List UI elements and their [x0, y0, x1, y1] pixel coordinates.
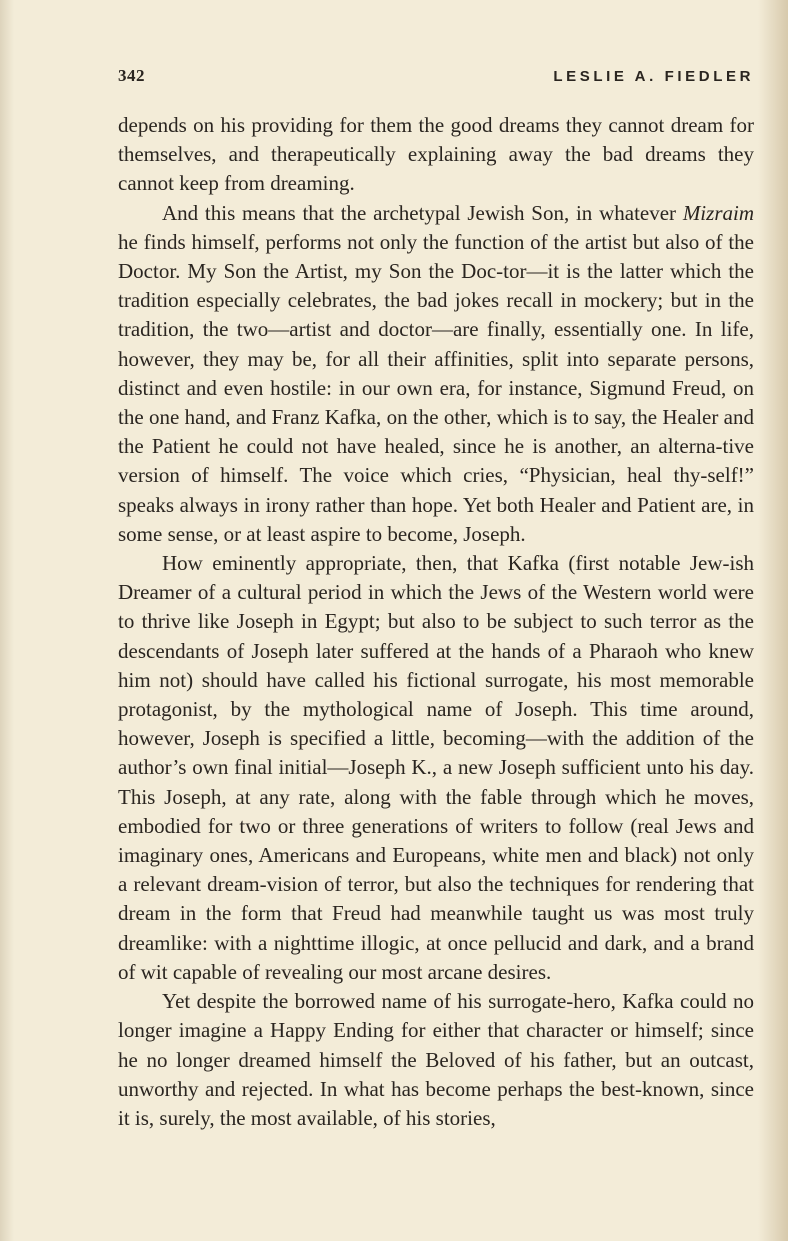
paragraph	[118, 111, 754, 199]
paragraph	[118, 549, 754, 987]
paragraph-text: And this means that the archetypal Jewish Son, in whatever	[162, 200, 683, 225]
page-header	[118, 66, 754, 96]
paragraph-text: Yet despite the borrowed name of his surrogate-hero, Kafka could no longer imagine a Happy Ending for either that character or himself; since he no longer dreamed himself the Beloved of his father, but an outcast, unworthy and rejected. In what has become perhaps the best-known, since it is, surely, the most available, of his stories,	[118, 989, 754, 1130]
page-number: 342	[118, 66, 145, 85]
paragraph-text: How eminently appropriate, then, that Kafka (first notable Jew-ish Dreamer of a cultural period in which the Jews of the Western world were to thrive like Joseph in Egypt; but also to be subject to such terror as the descendants of Joseph later suffered at the hands of a Pharaoh who knew him not) should have called his fictional surrogate, his most memorable protagonist, by the mythological name of Joseph. This time around, however, Joseph is specified a little, becoming—with the addition of the author’s own final initial—Joseph K., a new Joseph sufficient unto his day. This Joseph, at any rate, along with the fable through which he moves, embodied for two or three generations of writers to follow (real Jews and imaginary ones, Americans and Europeans, white men and black) not only a relevant dream-vision of terror, but also the techniques for rendering that dream in the form that Freud had meanwhile taught us was most truly dreamlike: with a nighttime illogic, at once pellucid and dark, and a brand of wit capable of revealing our most arcane desires.	[118, 551, 754, 984]
body-text	[118, 111, 754, 1133]
running-head: LESLIE A. FIEDLER	[553, 68, 754, 85]
paragraph	[118, 199, 754, 549]
paragraph-text: he finds himself, performs not only the function of the artist but also of the Doctor. My Son the Artist, my Son the Doc-tor—it is the latter which the tradition especially celebrates, the bad jokes recall in mockery; but in the tradition, the two—artist and doctor—are finally, essentially one. In life, however, they may be, for all their affinities, split into separate persons, distinct and even hostile: in our own era, for instance, Sigmund Freud, on the one hand, and Franz Kafka, on the other, which is to say, the Healer and the Patient he could not have healed, since he is another, an alterna-tive version of himself. The voice which cries, “Physician, heal thy-self!” speaks always in irony rather than hope. Yet both Healer and Patient are, in some sense, or at least aspire to become, Joseph.	[118, 229, 754, 546]
paragraph	[118, 987, 754, 1133]
italic-term: Mizraim	[682, 200, 754, 225]
paragraph-text: depends on his providing for them the good dreams they cannot dream for themselves, and therapeutically explaining away the bad dreams they cannot keep from dreaming.	[118, 113, 754, 196]
